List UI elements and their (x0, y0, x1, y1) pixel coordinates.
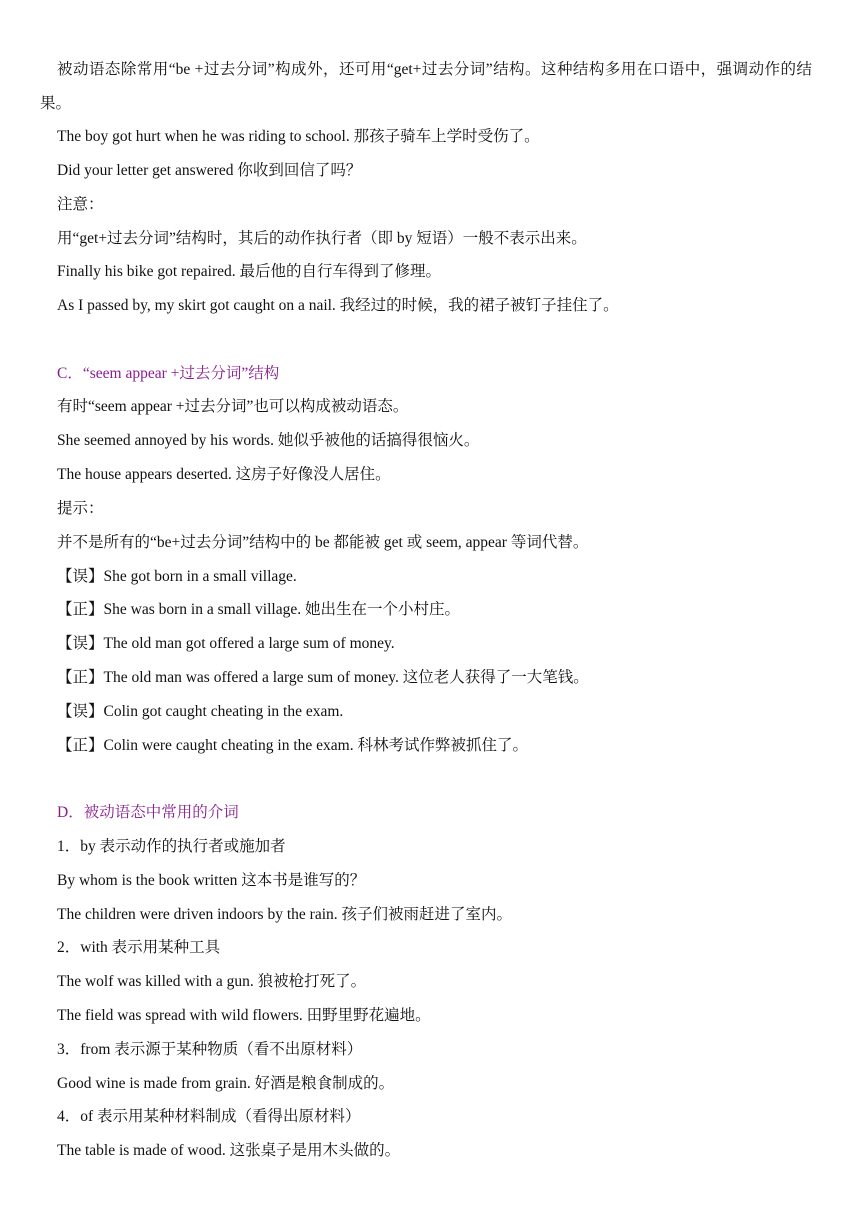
section-c-desc: 有时“seem appear +过去分词”也可以构成被动语态。 (57, 398, 409, 415)
point-of-example-1: The table is made of wood. 这张桌子是用木头做的。 (57, 1142, 401, 1159)
point-by-example-1: By whom is the book written 这本书是谁写的？ (57, 872, 366, 889)
wrong-example-1: 【误】She got born in a small village. (57, 568, 297, 585)
intro-example-2: Did your letter get answered 你收到回信了吗？ (57, 162, 362, 179)
point-from-example-1: Good wine is made from grain. 好酒是粮食制成的。 (57, 1075, 395, 1092)
point-from: 3．from 表示源于某种物质（看不出原材料） (57, 1041, 363, 1058)
point-with: 2．with 表示用某种工具 (57, 939, 221, 956)
intro-example-3: Finally his bike got repaired. 最后他的自行车得到了修理。 (57, 263, 442, 280)
tip-text: 并不是所有的“be+过去分词”结构中的 be 都能被 get 或 seem, appear 等词代替。 (57, 534, 589, 551)
wrong-example-2: 【误】The old man got offered a large sum of money. (57, 635, 395, 652)
note-label: 注意： (57, 196, 104, 213)
point-by-example-2: The children were driven indoors by the rain. 孩子们被雨赶进了室内。 (57, 906, 513, 923)
correct-example-1: 【正】She was born in a small village. 她出生在一个小村庄。 (57, 601, 460, 618)
section-c-example-2: The house appears deserted. 这房子好像没人居住。 (57, 466, 391, 483)
point-with-example-1: The wolf was killed with a gun. 狼被枪打死了。 (57, 973, 367, 990)
correct-example-3: 【正】Colin were caught cheating in the exam. 科林考试作弊被抓住了。 (57, 737, 528, 754)
point-with-example-2: The field was spread with wild flowers. 田野里野花遍地。 (57, 1007, 431, 1024)
intro-example-4: As I passed by, my skirt got caught on a nail. 我经过的时候，我的裙子被钉子挂住了。 (57, 297, 619, 314)
tip-label: 提示： (57, 500, 104, 517)
section-c-heading: C．“seem appear +过去分词”结构 (57, 365, 280, 382)
intro-paragraph: 被动语态除常用“be +过去分词”构成外，还可用“get+过去分词”结构。这种结构多用在口语中，强调动作的结果。 (40, 61, 812, 112)
correct-example-2: 【正】The old man was offered a large sum of money. 这位老人获得了一大笔钱。 (57, 669, 589, 686)
section-c-example-1: She seemed annoyed by his words. 她似乎被他的话搞得很恼火。 (57, 432, 480, 449)
section-d-heading: D．被动语态中常用的介词 (57, 804, 239, 821)
note-text: 用“get+过去分词”结构时，其后的动作执行者（即 by 短语）一般不表示出来。 (57, 230, 587, 247)
point-of: 4．of 表示用某种材料制成（看得出原材料） (57, 1108, 361, 1125)
wrong-example-3: 【误】Colin got caught cheating in the exam. (57, 703, 344, 720)
intro-example-1: The boy got hurt when he was riding to school. 那孩子骑车上学时受伤了。 (57, 128, 540, 145)
point-by: 1．by 表示动作的执行者或施加者 (57, 838, 286, 855)
